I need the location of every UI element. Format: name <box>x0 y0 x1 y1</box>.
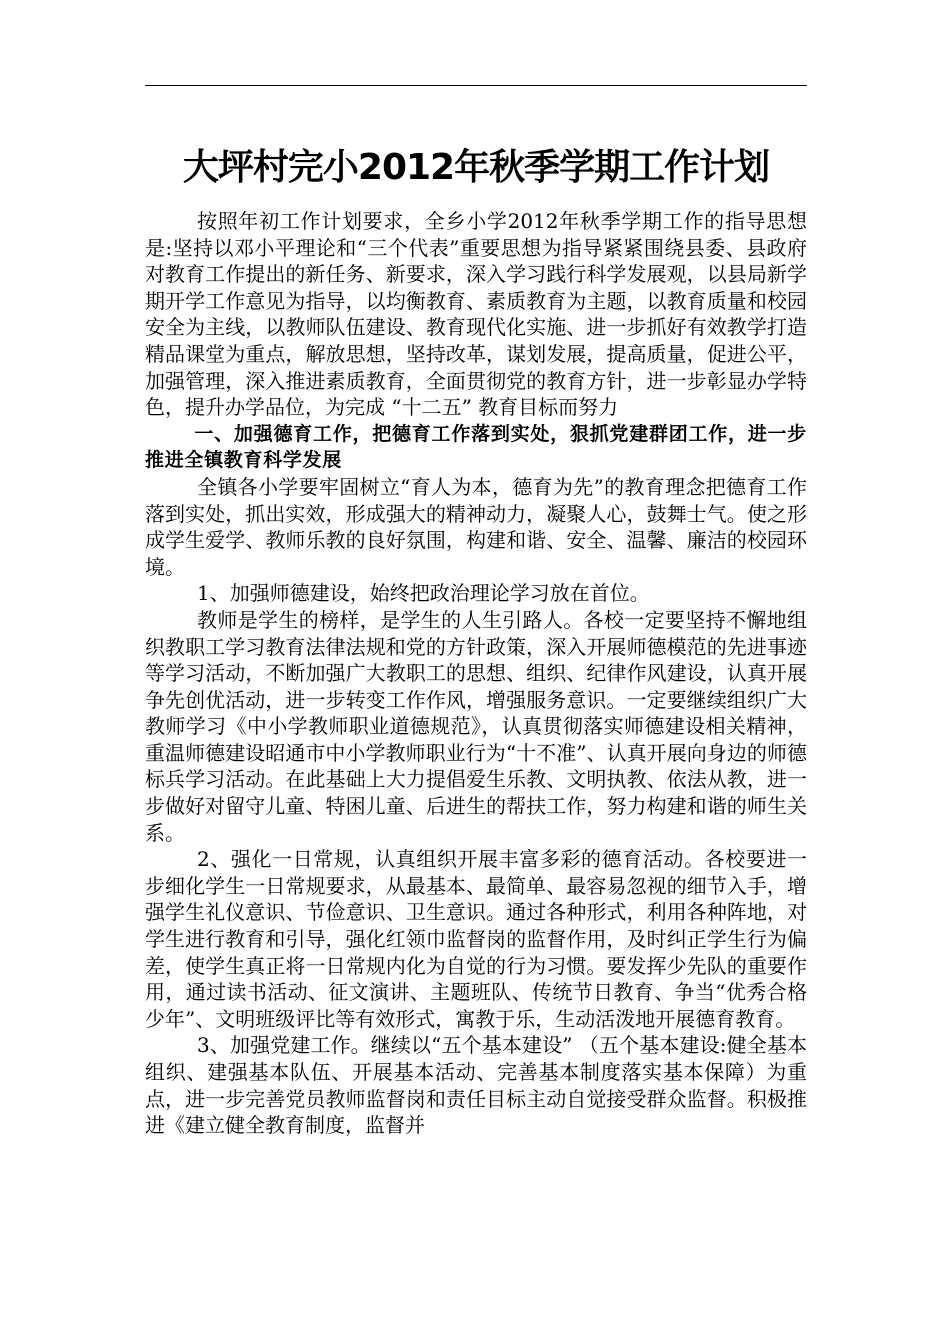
paragraph-item-2-daily-routine: 2、强化一日常规，认真组织开展丰富多彩的德育活动。各校要进一步细化学生一日常规要求，从最基本、最简单、最容易忽视的细节入手，增强学生礼仪意识、节俭意识、卫生意识。通过各种形式，利用各种阵地，对学生进行教育和引导，强化红领巾监督岗的监督作用，及时纠正学生行为偏差，使学生真正将一日常规内化为自觉的行为习惯。要发挥少先队的重要作用，通过读书活动、征文演讲、主题班队、传统节日教育、争当“优秀合格少年”、文明班级评比等有效形式，寓教于乐，生动活泼地开展德育教育。 <box>145 847 807 1031</box>
section-heading-moral-education: 一、加强德育工作，把德育工作落到实处，狠抓党建群团工作，进一步推进全镇教育科学发展 <box>145 422 807 472</box>
paragraph-guiding-principle: 按照年初工作计划要求，全乡小学2012年秋季学期工作的指导思想是:坚持以邓小平理论和“三个代表”重要思想为指导紧紧围绕县委、县政府对教育工作提出的新任务、新要求，深入学习践行科学发展观，以县局新学期开学工作意见为指导，以均衡教育、素质教育为主题，以教育质量和校园安全为主线，以教师队伍建设、教育现代化实施、进一步抓好有效教学打造精品课堂为重点，解放思想，坚持改革，谋划发展，提高质量，促进公平，加强管理，深入推进素质教育，全面贯彻党的教育方针，进一步彰显办学特色，提升办学品位，为完成 “十二五” 教育目标而努力 <box>145 209 807 420</box>
paragraph-moral-education-intro: 全镇各小学要牢固树立“育人为本，德育为先”的教育理念把德育工作落到实处，抓出实效，形成强大的精神动力，凝聚人心，鼓舞士气。使之形成学生爱学、教师乐教的良好氛围，构建和谐、安全、温馨、廉洁的校园环境。 <box>145 474 807 579</box>
paragraph-item-3-party-building: 3、加强党建工作。继续以“五个基本建设” （五个基本建设:健全基本组织、建强基本队伍、开展基本活动、完善基本制度落实基本保障）为重点，进一步完善党员教师监督岗和责任目标主动自觉接受群众监督。积极推进《建立健全教育制度，监督并 <box>145 1033 807 1138</box>
paragraph-item-1-title: 1、加强师德建设，始终把政治理论学习放在首位。 <box>197 581 650 606</box>
document-page <box>145 0 807 1344</box>
header-rule <box>145 85 807 86</box>
document-title: 大坪村完小2012年秋季学期工作计划 <box>182 147 770 188</box>
paragraph-teacher-ethics: 教师是学生的榜样，是学生的人生引路人。各校一定要坚持不懈地组织教职工学习教育法律法规和党的方针政策，深入开展师德模范的先进事迹等学习活动，不断加强广大教职工的思想、组织、纪律作风建设，认真开展争先创优活动，进一步转变工作作风，增强服务意识。一定要继续组织广大教师学习《中小学教师职业道德规范》，认真贯彻落实师德建设相关精神，重温师德建设昭通市中小学教师职业行为“十不准”、认真开展向身边的师德标兵学习活动。在此基础上大力提倡爱生乐教、文明执教、依法从教，进一步做好对留守儿童、特困儿童、后进生的帮扶工作，努力构建和谐的师生关系。 <box>145 607 807 845</box>
document-body <box>145 208 807 1139</box>
